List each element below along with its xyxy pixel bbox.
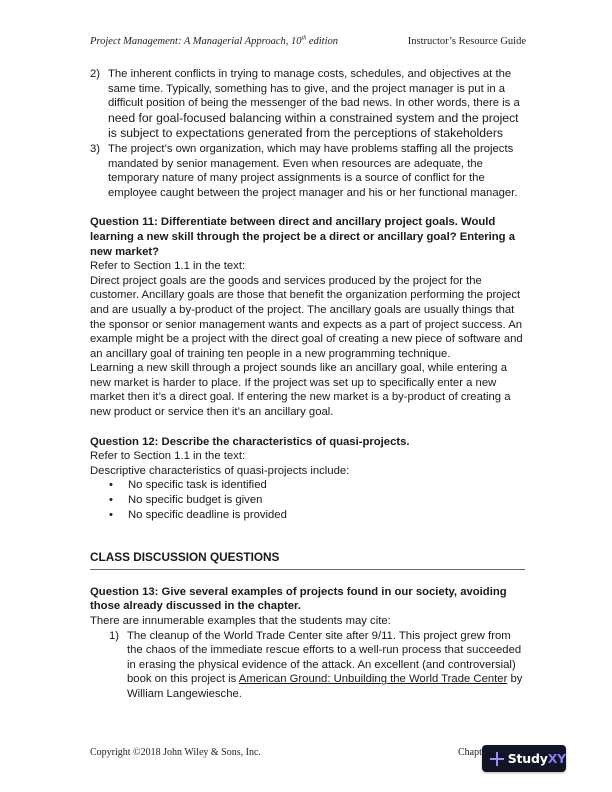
continued-list	[90, 67, 526, 200]
edition-superscript: th	[301, 35, 307, 42]
bullet-text: No specific budget is given	[128, 494, 263, 507]
list-item-text: The inherent conflicts in trying to manage costs, schedules, and objectives at the same time. Typically, something has to give, and the project manager is put in a difficult position of being the messenger of the bad news. In other words, there is a	[108, 68, 520, 110]
question-11-title: Question 11: Differentiate between direct and ancillary project goals. Would learning a new skill through the project be a direct or ancillary goal? Entering a new market?	[90, 216, 515, 258]
studyxy-watermark-button[interactable]	[482, 745, 566, 772]
guide-name: Instructor’s Resource Guide	[407, 36, 526, 47]
book-title-main: Project Management: A Managerial Approach, 10	[90, 36, 302, 47]
question-13-intro: There are innumerable examples that the students may cite:	[90, 615, 391, 627]
brand-main: Study	[507, 751, 548, 766]
list-item	[90, 629, 526, 702]
section-heading: CLASS DISCUSSION QUESTIONS	[90, 550, 525, 570]
bullet-icon: •	[109, 494, 113, 507]
examples-list	[90, 629, 526, 702]
brand-accent: XY	[547, 751, 566, 766]
question-11-paragraph: Direct project goals are the goods and services produced by the project for the customer. Ancillary goals are those that benefit the organization performing the project and are usually a by-product of the project. The ancillary goals are usually things that the sponsor or senior management wants and expects as a part of project success. An example might be a project with the direct goal of creating a new piece of software and an ancillary goal of training ten people in a new programming technique.	[90, 274, 523, 360]
bullet-item	[90, 478, 526, 493]
list-item-text-larger: need for goal-focused balancing within a constrained system and the project is subject to expectations generated from the perceptions of stakeholders	[108, 110, 519, 141]
copyright-footer: Copyright ©2018 John Wiley & Sons, Inc.	[90, 747, 261, 758]
question-12-title: Question 12: Describe the characteristics of quasi-projects.	[90, 435, 410, 448]
list-number: 1)	[109, 629, 120, 642]
list-item-text-end: by William Langewiesche.	[127, 673, 523, 700]
list-item	[90, 67, 526, 142]
list-item-text: The cleanup of the World Trade Center site after 9/11. This project grew from the chaos of the immediate rescue efforts to a well-run process that succeeded in erasing the physical evidence of the attack. An excellent (and controversial) book on this project is	[127, 629, 522, 686]
page-header	[90, 36, 526, 50]
question-12-reference: Refer to Section 1.1 in the text:	[90, 450, 246, 463]
chapter-footer: Chapt	[458, 747, 482, 758]
bullet-icon: •	[109, 508, 113, 521]
question-11-reference: Refer to Section 1.1 in the text:	[90, 260, 246, 273]
plus-icon	[490, 752, 502, 766]
book-title-link: American Ground: Unbuilding the World Trade Center	[238, 673, 508, 686]
list-number: 2)	[90, 68, 101, 80]
bullet-item	[90, 508, 526, 523]
question-12-intro: Descriptive characteristics of quasi-projects include:	[90, 464, 350, 477]
studyxy-brand	[508, 751, 566, 766]
bullet-text: No specific task is identified	[128, 479, 267, 492]
list-item	[90, 142, 526, 200]
list-item-text: The project’s own organization, which may have problems staffing all the projects mandated by senior management. Even when resources are adequate, the temporary nature of many project assignments is a source of conflict for the employee caught between the project manager and his or her functional manager.	[108, 142, 518, 199]
question-11-paragraph: Learning a new skill through a project sounds like an ancillary goal, while entering a new market is harder to place. If the project was set up to specifically enter a new market then it’s a direct goal. If entering the new market is a by-product of creating a new product or service then it’s an ancillary goal.	[90, 362, 511, 419]
document-body	[90, 67, 526, 702]
bullet-icon: •	[109, 479, 113, 492]
book-title	[90, 36, 338, 47]
question-13-title: Question 13: Give several examples of projects found in our society, avoiding those already discussed in the chapter.	[90, 585, 507, 613]
book-title-suffix: edition	[306, 36, 338, 47]
quasi-project-characteristics	[90, 478, 526, 522]
list-number: 3)	[90, 142, 101, 155]
bullet-text: No specific deadline is provided	[128, 508, 287, 521]
bullet-item	[90, 493, 526, 508]
